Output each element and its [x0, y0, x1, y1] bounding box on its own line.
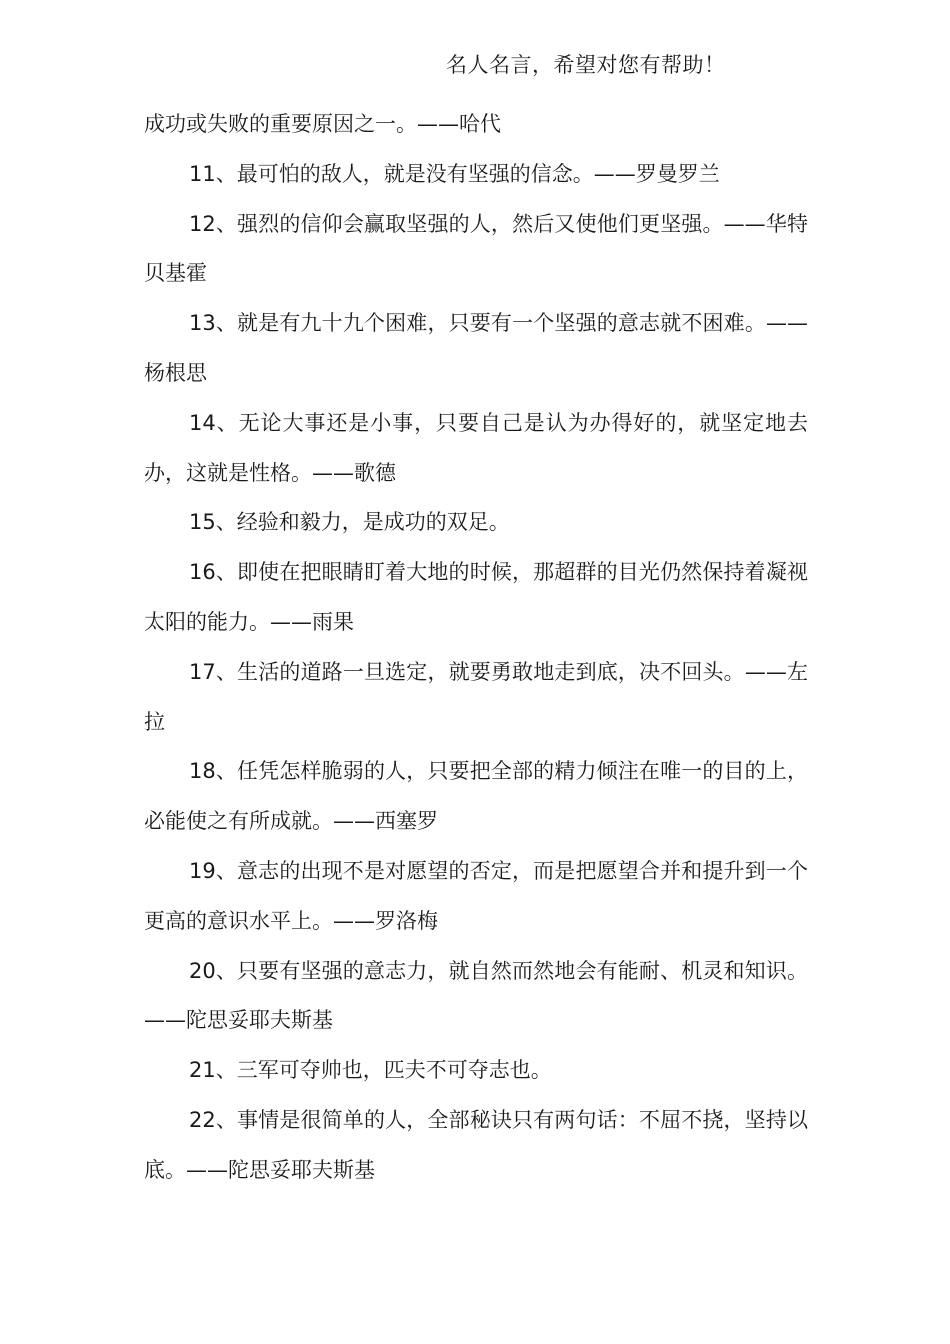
- quote-paragraph: 18、任凭怎样脆弱的人，只要把全部的精力倾注在唯一的目的上，必能使之有所成就。——西塞罗: [144, 759, 808, 834]
- quote-paragraph: 14、无论大事还是小事，只要自己是认为办得好的，就坚定地去办，这就是性格。——歌德: [144, 410, 808, 485]
- quote-paragraph: 17、生活的道路一旦选定，就要勇敢地走到底，决不回头。——左拉: [144, 659, 808, 734]
- quote-paragraph: 13、就是有九十九个困难，只要有一个坚强的意志就不困难。——杨根思: [144, 311, 808, 385]
- quote-list: [144, 100, 808, 1196]
- quote-paragraph: 16、即使在把眼睛盯着大地的时候，那超群的目光仍然保持着凝视太阳的能力。——雨果: [144, 560, 808, 634]
- quote-paragraph: 15、经验和毅力，是成功的双足。: [189, 510, 510, 535]
- quote-paragraph: 12、强烈的信仰会赢取坚强的人，然后又使他们更坚强。——华特贝基霍: [144, 211, 808, 286]
- quote-paragraph: 19、意志的出现不是对愿望的否定，而是把愿望合并和提升到一个更高的意识水平上。——罗洛梅: [144, 858, 808, 933]
- quote-paragraph: 21、三军可夺帅也，匹夫不可夺志也。: [189, 1058, 552, 1083]
- quote-paragraph: 成功或失败的重要原因之一。——哈代: [144, 112, 501, 136]
- quote-paragraph: 11、最可怕的敌人，就是没有坚强的信念。——罗曼罗兰: [189, 161, 720, 186]
- page-header: 名人名言，希望对您有帮助！: [446, 53, 726, 77]
- quote-paragraph: 20、只要有坚强的意志力，就自然而然地会有能耐、机灵和知识。——陀思妥耶夫斯基: [144, 958, 808, 1033]
- quote-paragraph: 22、事情是很简单的人，全部秘诀只有两句话：不屈不挠，坚持以底。——陀思妥耶夫斯基: [144, 1107, 808, 1182]
